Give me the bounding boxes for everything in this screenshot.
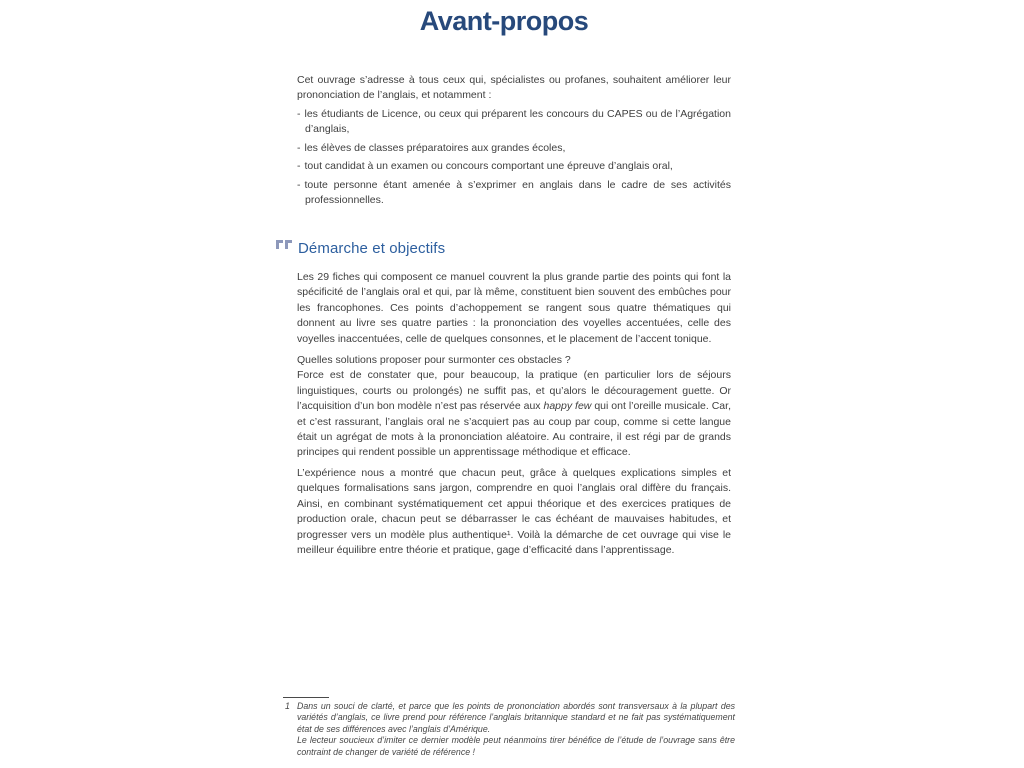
paragraph-solutions-question: Quelles solutions proposer pour surmonter ces obstacles ? (297, 354, 571, 366)
bullet-marker: - (297, 178, 301, 191)
paragraph-experience: L’expérience nous a montré que chacun peut, grâce à quelques explications simples et quelques formalisations sans jargon, comprendre en quoi l’anglais oral diffère du français. Ainsi, en combinant systématiquement cet appui théorique et des exercices pratiques de production orale, chacun peut se débarrasser le cas échéant de mauvaises habitudes, et progresser vers un modèle plus authentique¹. Voilà la démarche de cet ouvrage qui vise le meilleur équilibre entre théorie et pratique, gage d’efficacité dans l’apprentissage. (297, 467, 731, 557)
paragraph-solutions-italic: happy few (543, 400, 592, 413)
bullet-text: toute personne étant amenée à s’exprimer en anglais dans le cadre de ses activités professionnelles. (304, 178, 731, 207)
bullet-item (297, 178, 731, 209)
footnote (285, 701, 735, 758)
footnote-paragraph: Le lecteur soucieux d’imiter ce dernier modèle peut néanmoins tirer bénéfice de l’étude de l’ouvrage sans être contraint de changer de variété de référence ! (297, 735, 735, 757)
bullet-text: tout candidat à un examen ou concours comportant une épreuve d’anglais oral, (304, 160, 673, 173)
bullet-text: les étudiants de Licence, ou ceux qui préparent les concours du CAPES ou de l’Agrégation d’anglais, (304, 108, 731, 136)
bullet-item (297, 159, 731, 174)
intro-paragraph: Cet ouvrage s’adresse à tous ceux qui, spécialistes ou profanes, souhaitent améliorer leur prononciation de l’anglais, et notamment : (297, 74, 731, 102)
bullet-marker: - (297, 108, 301, 120)
bullet-text: les élèves de classes préparatoires aux grandes écoles, (304, 141, 566, 154)
bullet-item (297, 107, 731, 138)
paragraph-solutions (297, 353, 731, 461)
page-title: Avant-propos (419, 6, 589, 36)
footnote-number: 1 (285, 701, 290, 711)
section-heading: Démarche et objectifs (298, 240, 446, 257)
bullet-item (297, 141, 731, 156)
footnote-separator (283, 697, 329, 698)
quote-marks-icon (276, 240, 292, 249)
footnote-paragraph: Dans un souci de clarté, et parce que les points de prononciation abordés sont transversaux à la plupart des variétés d’anglais, ce livre prend pour référence l’anglais britannique standard et ne fait pas systématiquement état de ses différences avec l’anglais d’Amérique. (297, 701, 735, 734)
paragraph-solutions-text: qui ont l’oreille musicale. Car, et c’est rassurant, l’anglais oral ne s’acquiert pas au coup par coup, comme si cette langue était un agrégat de mots à la prononciation aléatoire. Au contraire, il est régi par de grands principes qui rendent possible un apprentissage méthodique et efficace. (297, 400, 731, 459)
paragraph-method: Les 29 fiches qui composent ce manuel couvrent la plus grande partie des points qui font la spécificité de l’anglais oral et qui, par là même, constituent bien souvent des embûches pour les francophones. Ces points d’achoppement se rangent sous quatre thématiques qui donnent au livre ses quatre parties : la prononciation des voyelles accentuées, celle des voyelles inaccentuées, celle de quelques consonnes, et le placement de l’accent tonique. (297, 271, 731, 345)
bullet-list (297, 107, 731, 211)
bullet-marker: - (297, 160, 301, 173)
bullet-marker: - (297, 141, 301, 154)
footnote-body (285, 701, 735, 758)
section-header (276, 239, 445, 258)
paragraph-solutions-text: Force est de constater que, pour beaucoup, la pratique (en particulier lors de séjours linguistiques, courts ou prolongés) ne suffit pas, et qu’alors le découragement guette. Or l’acquisition d’un bon modèle n’est pas réservée aux (297, 369, 731, 413)
